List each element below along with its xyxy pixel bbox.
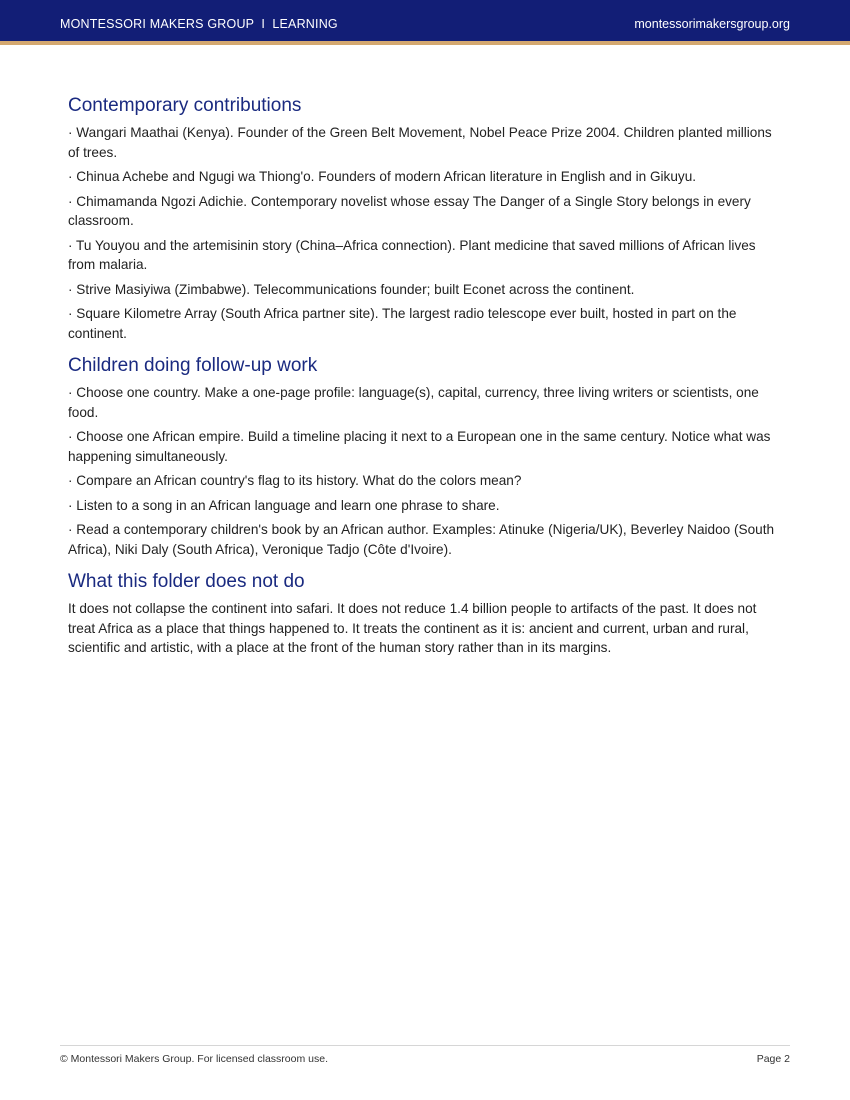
list-item: · Square Kilometre Array (South Africa partner site). The largest radio telescope ever built, hosted in part on the continent. <box>68 306 737 341</box>
section-heading: Contemporary contributions <box>68 95 302 116</box>
footer-divider <box>60 1045 790 1046</box>
section-what-folder-does-not-do <box>68 570 784 658</box>
list-item: · Choose one African empire. Build a timeline placing it next to a European one in the same century. Notice what was happening simultaneously. <box>68 429 771 464</box>
list-item: · Wangari Maathai (Kenya). Founder of the Green Belt Movement, Nobel Peace Prize 2004. Children planted millions of trees. <box>68 125 772 160</box>
page-header <box>0 0 850 45</box>
section-paragraph: It does not collapse the continent into safari. It does not reduce 1.4 billion people to artifacts of the past. It does not treat Africa as a place that things happened to. It treats the continent as it is: ancient and current, urban and rural, scientific and artistic, with a place at the front of the human story rather than in its margins. <box>68 601 757 655</box>
list-item: · Chinua Achebe and Ngugi wa Thiong'o. Founders of modern African literature in English and in Gikuyu. <box>68 169 697 184</box>
list-item: · Choose one country. Make a one-page profile: language(s), capital, currency, three living writers or scientists, one food. <box>68 385 759 420</box>
list-item: · Compare an African country's flag to its history. What do the colors mean? <box>68 473 522 488</box>
list-item: · Read a contemporary children's book by an African author. Examples: Atinuke (Nigeria/UK), Beverley Naidoo (South Africa), Niki Daly (South Africa), Veronique Tadjo (Côte d'Ivoire). <box>68 522 775 557</box>
section-contemporary-contributions <box>68 94 784 343</box>
list-item: · Tu Youyou and the artemisinin story (China–Africa connection). Plant medicine that saved millions of African lives from malaria. <box>68 237 756 272</box>
footer-page-number: Page 2 <box>756 1053 790 1065</box>
section-heading: Children doing follow-up work <box>68 355 318 376</box>
section-heading: What this folder does not do <box>68 571 305 592</box>
page-content <box>68 94 784 669</box>
footer-copyright: © Montessori Makers Group. For licensed classroom use. <box>60 1053 328 1065</box>
list-item: · Chimamanda Ngozi Adichie. Contemporary novelist whose essay The Danger of a Single Story belongs in every classroom. <box>68 193 751 228</box>
header-brand: MONTESSORI MAKERS GROUP I LEARNING <box>60 17 338 31</box>
header-site-link[interactable]: montessorimakersgroup.org <box>634 17 790 31</box>
list-item: · Listen to a song in an African language and learn one phrase to share. <box>68 497 500 513</box>
section-follow-up-work <box>68 354 784 559</box>
list-item: · Strive Masiyiwa (Zimbabwe). Telecommunications founder; built Econet across the continent. <box>68 281 635 297</box>
